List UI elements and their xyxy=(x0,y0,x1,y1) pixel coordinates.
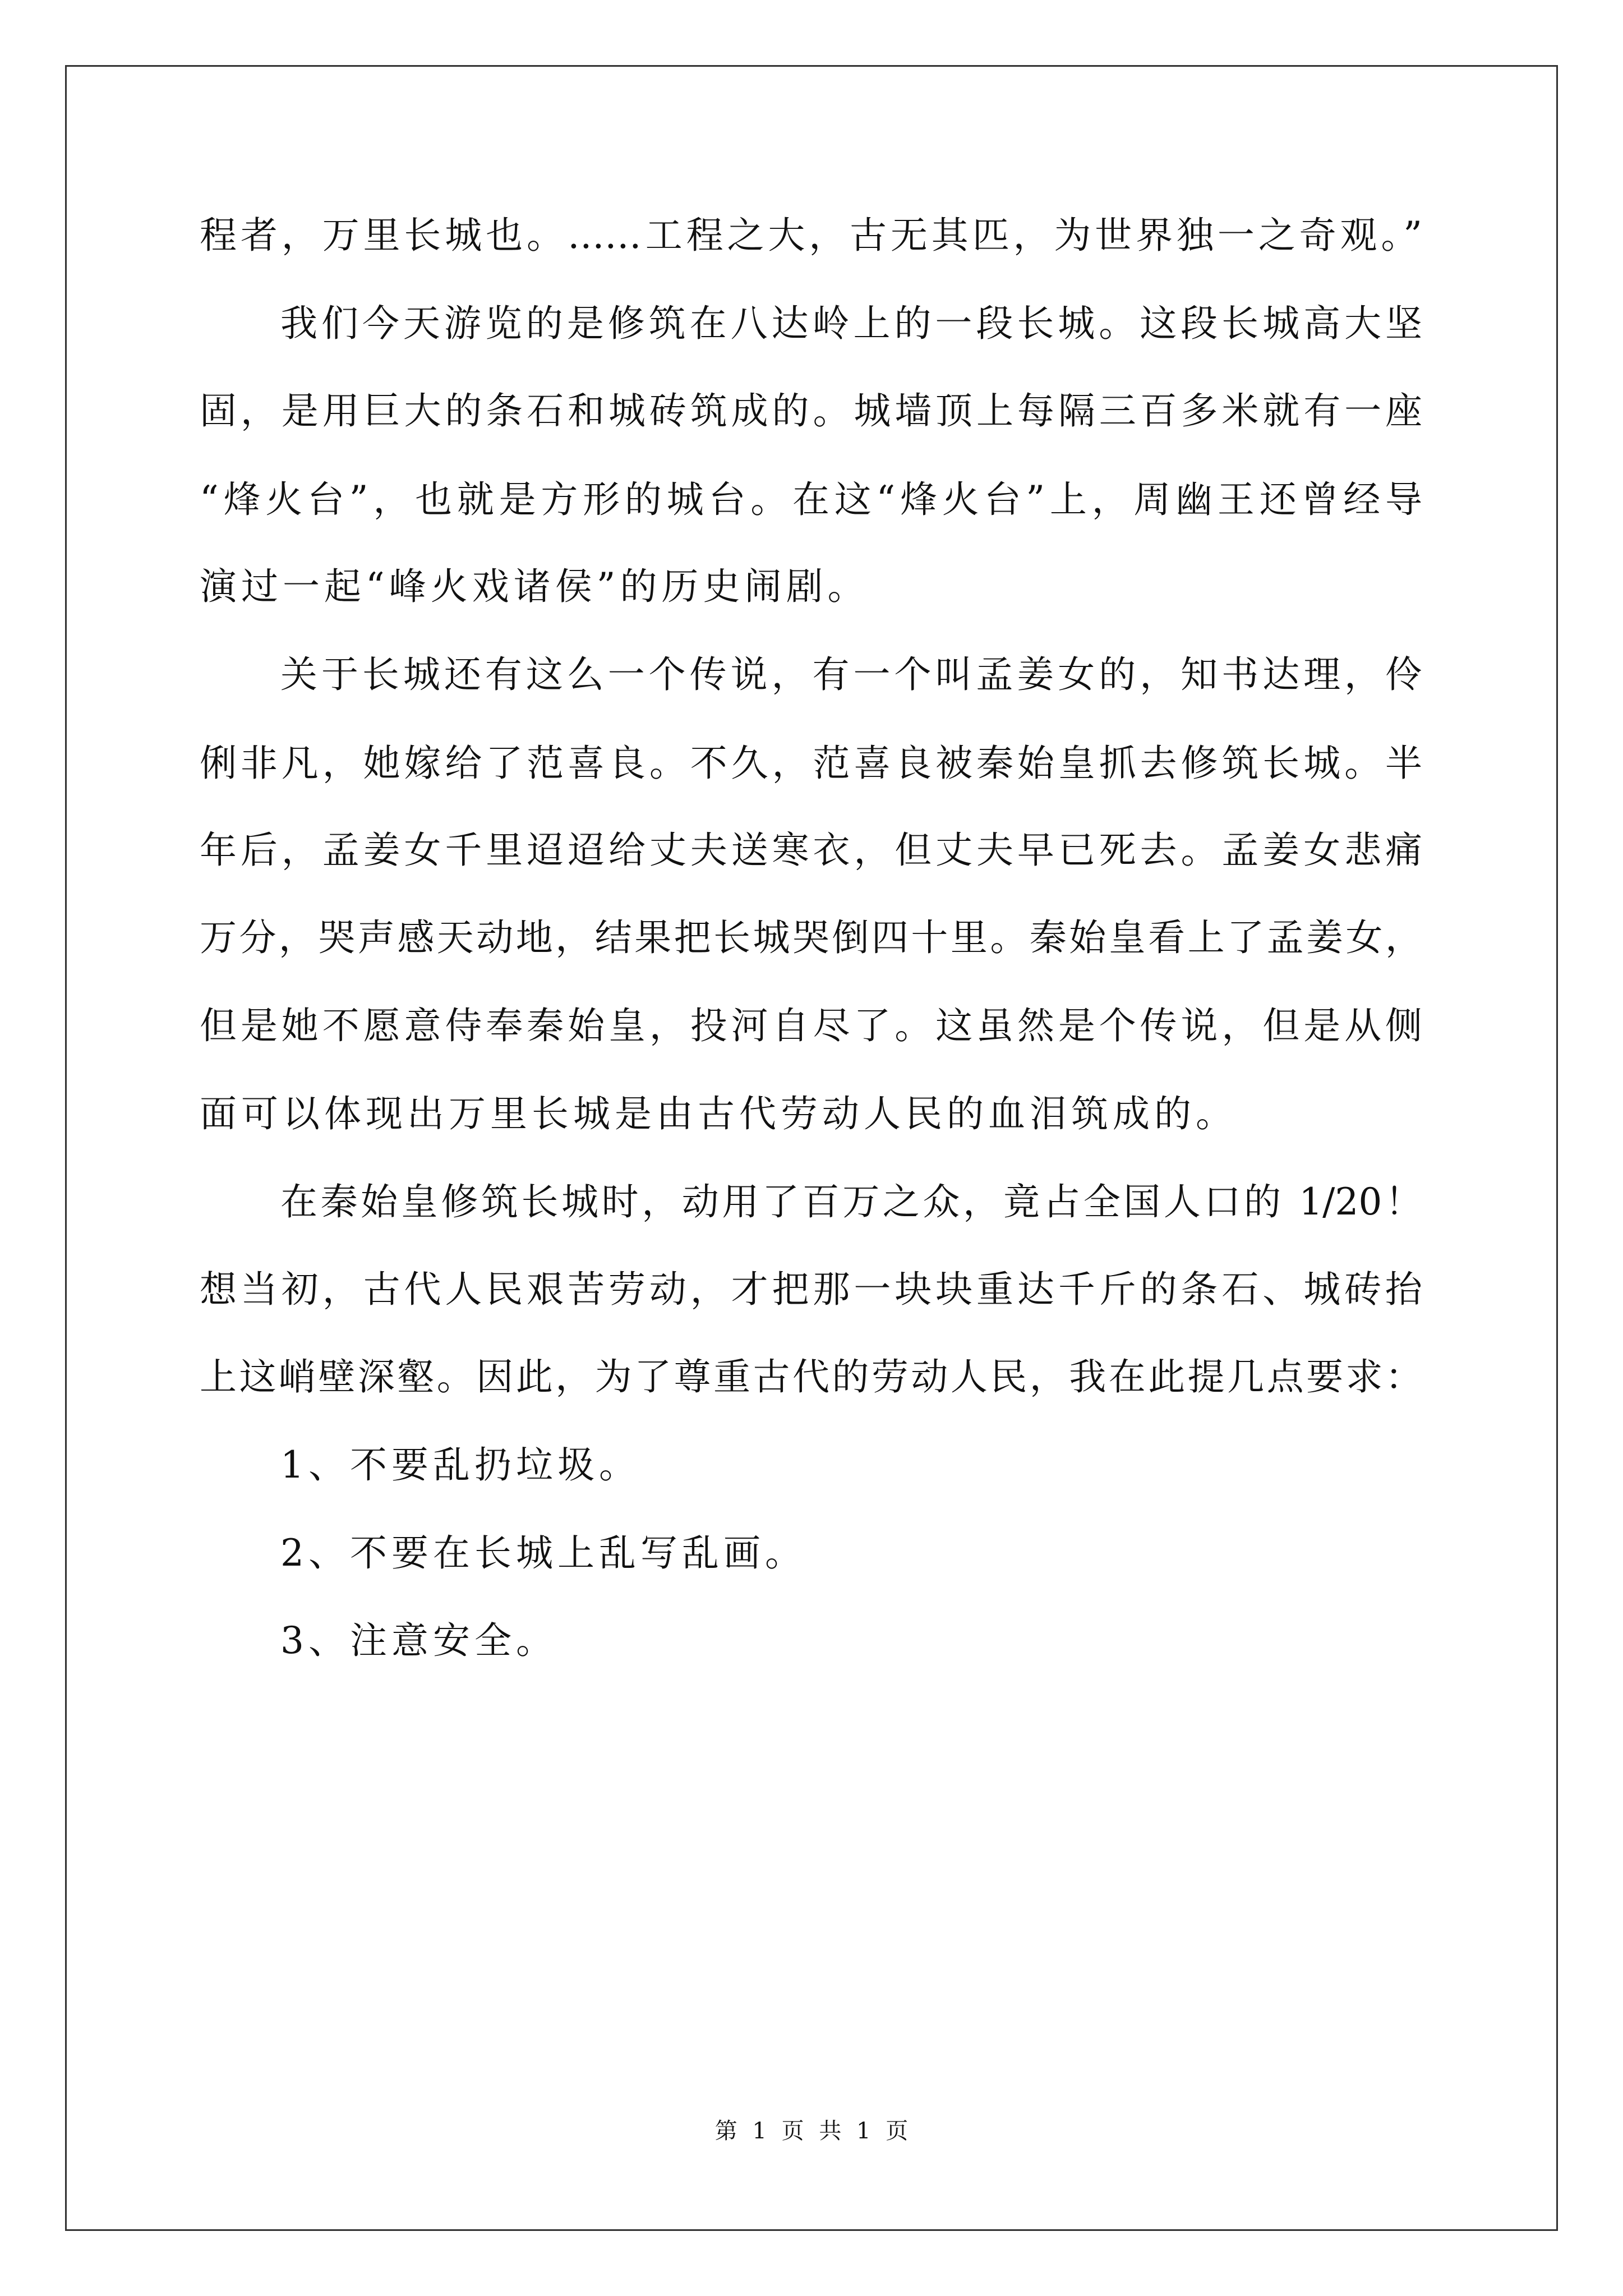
text-line: 程者，万里长城也。……工程之大，古无其匹，为世界独一之奇观。” xyxy=(200,214,1422,257)
text-line: 但是她不愿意侍奉秦始皇，投河自尽了。这虽然是个传说，但是从侧 xyxy=(200,1004,1422,1047)
text-line: 年后，孟姜女千里迢迢给丈夫送寒衣，但丈夫早已死去。孟姜女悲痛 xyxy=(200,829,1422,872)
text-line: 固，是用巨大的条石和城砖筑成的。城墙顶上每隔三百多米就有一座 xyxy=(200,389,1422,432)
text-line: 上这峭壁深壑。因此，为了尊重古代的劳动人民，我在此提几点要求： xyxy=(200,1355,1422,1398)
text-line: 演过一起“峰火戏诸侯”的历史闹剧。 xyxy=(200,565,869,608)
text-line: 在秦始皇修筑长城时，动用了百万之众，竟占全国人口的 1/20！ xyxy=(280,1180,1422,1223)
text-line: 我们今天游览的是修筑在八达岭上的一段长城。这段长城高大坚 xyxy=(280,302,1422,345)
text-line: “烽火台”，也就是方形的城台。在这“烽火台”上，周幽王还曾经导 xyxy=(200,478,1422,521)
page-number: 第 1 页 共 1 页 xyxy=(714,2118,909,2144)
list-item: 1、不要乱扔垃圾。 xyxy=(280,1443,640,1487)
text-line: 万分，哭声感天动地，结果把长城哭倒四十里。秦始皇看上了孟姜女， xyxy=(200,916,1422,959)
text-line: 关于长城还有这么一个传说，有一个叫孟姜女的，知书达理，伶 xyxy=(280,653,1422,696)
text-line: 俐非凡，她嫁给了范喜良。不久，范喜良被秦始皇抓去修筑长城。半 xyxy=(200,742,1422,785)
text-line: 想当初，古代人民艰苦劳动，才把那一块块重达千斤的条石、城砖抬 xyxy=(200,1268,1422,1311)
list-item: 2、不要在长城上乱写乱画。 xyxy=(280,1531,806,1575)
list-item: 3、注意安全。 xyxy=(280,1619,557,1662)
text-line: 面可以体现出万里长城是由古代劳动人民的血泪筑成的。 xyxy=(200,1092,1237,1135)
